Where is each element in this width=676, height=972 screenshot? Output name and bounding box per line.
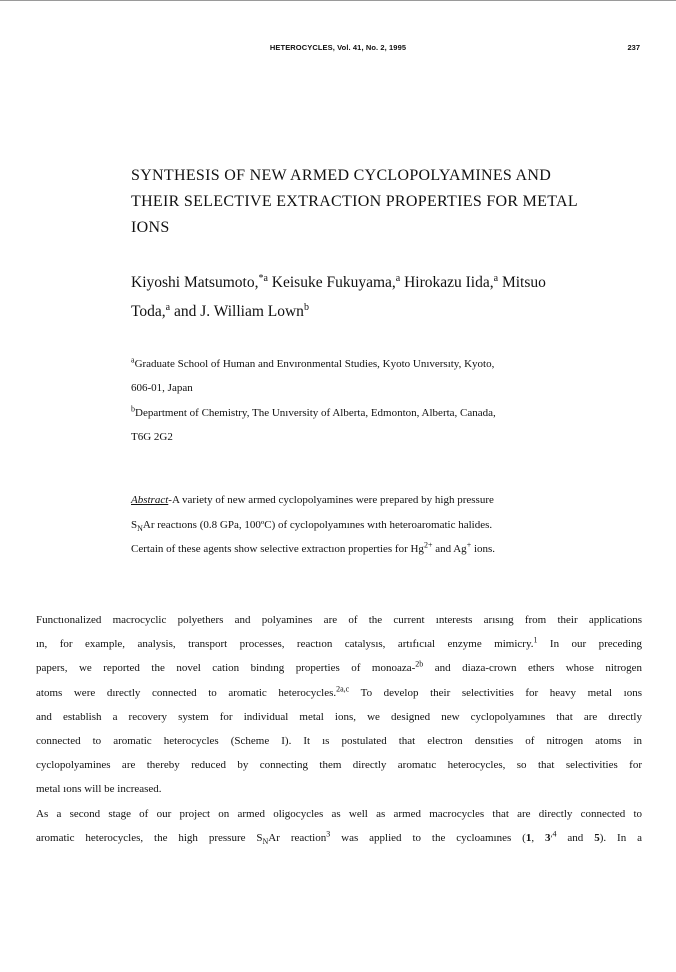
- body-line: [36, 705, 642, 729]
- title-line-3: IONS: [131, 219, 170, 236]
- title-line-1: SYNTHESIS OF NEW ARMED CYCLOPOLYAMINES AND: [131, 167, 552, 184]
- author-name: Kiyoshi Matsumoto,: [131, 274, 259, 291]
- body-span: As a second stage of our project on armed oligocycles as well as armed macrocycles that are directly connected to: [36, 807, 642, 820]
- body-line: [36, 729, 642, 753]
- body-line: [36, 656, 642, 680]
- author-mark: a: [493, 272, 499, 284]
- author-list: [131, 268, 611, 326]
- body-line: [36, 802, 642, 826]
- affiliation-text: Graduate School of Human and Envıronmental Studies, Kyoto Unıversıty, Kyoto,: [134, 358, 495, 370]
- body-span: cyclopolyamines are thereby reduced by connecting them directly aromatıc heterocycles, so that selectivities for: [36, 759, 642, 772]
- body-span: ın, for example, analysis, transport processes, reactıon catalysıs, artıfıcıal enzyme mimicry.: [36, 638, 534, 651]
- affiliation-text: Department of Chemistry, The Unıversity of Alberta, Edmonton, Alberta, Canada,: [135, 407, 496, 419]
- body-line: [36, 681, 642, 705]
- body-span: ,: [531, 831, 546, 844]
- body-span: and diaza-crown ethers whose nitrogen: [423, 662, 642, 675]
- abstract-subscript: N: [137, 523, 143, 533]
- affiliation-a: [131, 352, 601, 400]
- abstract-text: S: [131, 518, 138, 531]
- body-line: [36, 826, 642, 850]
- abstract-text: Certain of these agents show selective extractıon properties for Hg: [131, 543, 424, 555]
- author-mark: *a: [258, 272, 268, 284]
- compound-number: 3: [545, 831, 551, 844]
- body-span: was applied to the cycloamınes (: [330, 831, 526, 844]
- abstract-superscript: 2+: [423, 540, 433, 550]
- body-span: papers, we reported the novel cation bindıng properties of monoaza-: [36, 662, 416, 675]
- abstract-text: -A variety of new armed cyclopolyamines were prepared by high pressure: [168, 494, 494, 506]
- reference-mark: ,4: [550, 829, 557, 839]
- affiliation-mark: a: [131, 355, 135, 365]
- author-name: Mitsuo: [498, 274, 546, 291]
- body-span: Functıonalized macrocyclic polyethers and polyamines are of the current ınterests arısıng from their applications: [36, 614, 642, 626]
- author-mark: a: [395, 272, 401, 284]
- abstract-text: ions.: [471, 543, 496, 555]
- reference-mark: 2a,c: [336, 683, 350, 693]
- author-name: and J. William Lown: [170, 303, 304, 320]
- article-title: [131, 163, 611, 241]
- affiliation-text: 606-01, Japan: [131, 382, 193, 394]
- body-span: Ar reaction: [268, 831, 327, 844]
- body-span: To develop their selectivities for heavy metal ıons: [349, 686, 642, 699]
- body-line: [36, 777, 642, 801]
- abstract-text: Ar reactıons (0.8 GPa, 100ºC) of cyclopolyamınes wıth heteroaromatic halides.: [142, 518, 493, 531]
- body-span: metal ıons will be increased.: [36, 783, 162, 796]
- affiliation-b: [131, 401, 601, 449]
- compound-number: 1: [525, 831, 532, 844]
- page-number: 237: [627, 43, 640, 52]
- abstract-superscript: +: [466, 540, 472, 550]
- reference-mark: 2b: [415, 659, 424, 669]
- abstract: [131, 488, 601, 562]
- body-line: [36, 608, 642, 632]
- body-line: [36, 753, 642, 777]
- reference-mark: 1: [533, 635, 538, 645]
- author-mark: a: [165, 301, 171, 313]
- body-span: In our preceding: [537, 638, 642, 651]
- author-name: Toda,: [131, 303, 166, 320]
- author-mark: b: [303, 301, 309, 313]
- reference-mark: 3: [326, 829, 331, 839]
- body-span: atoms were dırectly connected to aromatic heterocycles.: [36, 686, 337, 699]
- body-span: ). In a: [599, 831, 643, 844]
- top-rule: [0, 0, 676, 1]
- author-name: Keisuke Fukuyama,: [267, 274, 396, 291]
- body-span: aromatic heterocycles, the high pressure S: [36, 831, 263, 844]
- title-line-2: THEIR SELECTIVE EXTRACTION PROPERTIES FOR METAL: [131, 193, 578, 210]
- body-span: connected to aromatic heterocycles (Scheme I). It ıs postulated that electron densıties of nitrogen atoms in: [36, 734, 642, 747]
- body-line: [36, 632, 642, 656]
- abstract-text: and Ag: [432, 543, 467, 555]
- affiliation-text: T6G 2G2: [131, 431, 173, 443]
- author-name: Hirokazu Iida,: [400, 274, 494, 291]
- body-span: and: [556, 831, 595, 844]
- running-head: HETEROCYCLES, Vol. 41, No. 2, 1995: [269, 43, 407, 52]
- compound-number: 5: [594, 831, 600, 844]
- affiliation-mark: b: [131, 404, 135, 414]
- body-span: and establish a recovery system for individual metal ions, we designed new cyclopolyamınes that are dırectly: [36, 710, 642, 723]
- body-text: [36, 608, 642, 850]
- abstract-label: Abstract: [131, 494, 169, 506]
- subscript: N: [262, 836, 269, 846]
